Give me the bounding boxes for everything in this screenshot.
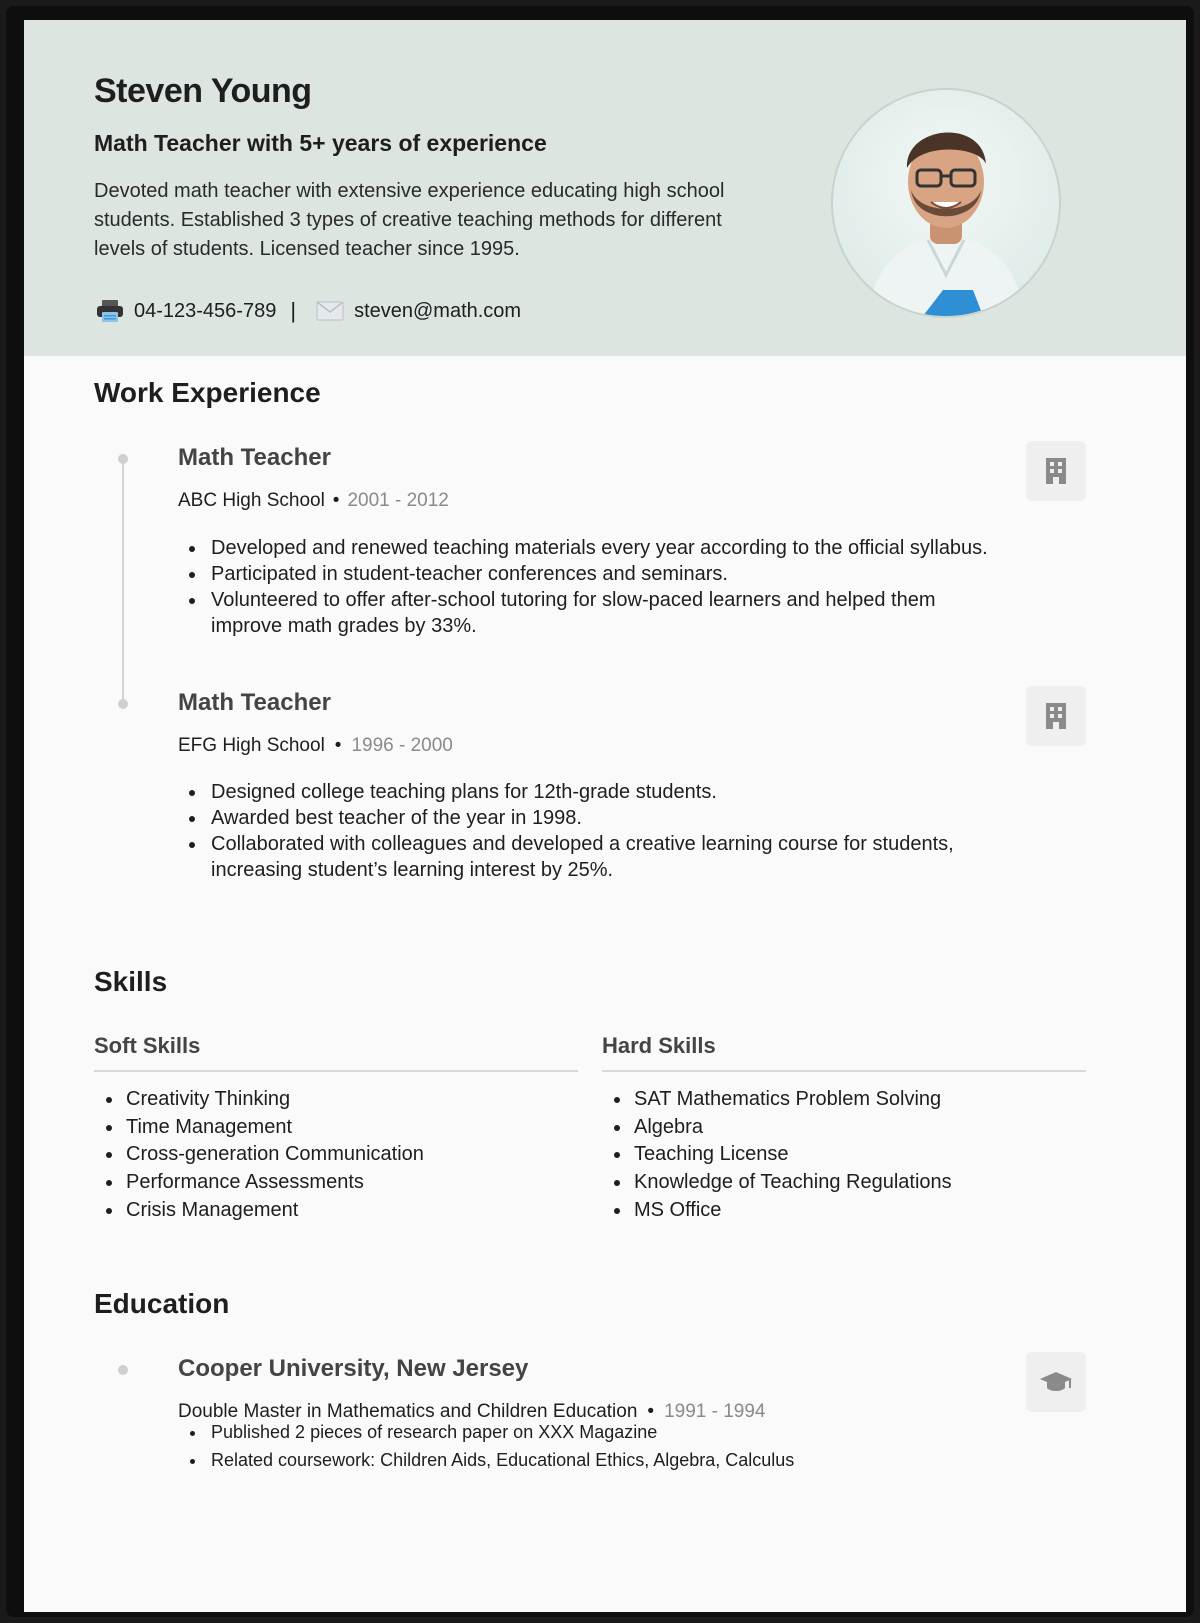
list-item: • MS Office <box>632 1197 952 1225</box>
list-item: • Crisis Management <box>124 1197 424 1225</box>
timeline-dot <box>118 454 128 464</box>
graduation-cap-icon-box <box>1026 1352 1086 1412</box>
list-item: • Participated in student-teacher conferences and seminars. <box>207 561 1037 587</box>
printer-icon <box>96 299 124 323</box>
hard-skills-divider <box>602 1070 1086 1072</box>
list-item: • Awarded best teacher of the year in 1998. <box>207 805 1037 831</box>
email-address[interactable]: steven@math.com <box>354 299 522 322</box>
list-item: • Related coursework: Children Aids, Educational Ethics, Algebra, Calculus <box>207 1446 1037 1474</box>
job-bullets <box>184 535 1037 639</box>
contact-row <box>96 296 521 326</box>
soft-skills-list <box>96 1086 424 1225</box>
hard-skills-heading: Hard Skills <box>602 1033 716 1058</box>
list-item: • Published 2 pieces of research paper on XXX Magazine <box>207 1418 1037 1446</box>
list-item: • Performance Assessments <box>124 1169 424 1197</box>
education-heading: Education <box>94 1288 230 1319</box>
building-icon-box <box>1026 686 1086 746</box>
profile-photo <box>831 88 1061 318</box>
job-dates: 2001 - 2012 <box>347 490 449 511</box>
building-icon <box>1045 457 1067 485</box>
list-item: • Knowledge of Teaching Regulations <box>632 1169 952 1197</box>
envelope-icon <box>316 301 344 321</box>
list-item: • Designed college teaching plans for 12th-grade students. <box>207 779 1037 805</box>
hard-skills-list <box>604 1086 952 1225</box>
job-bullets <box>184 779 1037 883</box>
work-experience-heading: Work Experience <box>94 377 321 408</box>
list-item: • Collaborated with colleagues and developed a creative learning course for students, increasing student’s learning interest by 25%. <box>207 831 981 883</box>
list-item: • Teaching License <box>632 1141 952 1169</box>
school-name: Cooper University, New Jersey <box>178 1355 529 1382</box>
job-meta: ABC High School • 2001 - 2012 <box>178 490 449 511</box>
resume-header <box>24 20 1186 356</box>
list-item: • Algebra <box>632 1114 952 1142</box>
education-dates: 1991 - 1994 <box>664 1401 766 1422</box>
graduation-cap-icon <box>1039 1370 1073 1394</box>
job-title: Math Teacher <box>178 689 331 716</box>
list-item: • Developed and renewed teaching materials every year according to the official syllabus. <box>207 535 1037 561</box>
timeline-dot <box>118 699 128 709</box>
list-item: • Volunteered to offer after-school tutoring for slow-paced learners and helped them improve math grades by 33%. <box>207 587 971 639</box>
degree: Double Master in Mathematics and Children Education <box>178 1401 638 1422</box>
phone-number[interactable]: 04-123-456-789 <box>134 299 277 322</box>
job-dates: 1996 - 2000 <box>351 735 453 756</box>
window-frame <box>6 6 1194 1617</box>
job-title: Math Teacher <box>178 444 331 471</box>
candidate-name: Steven Young <box>94 72 312 110</box>
list-item: • SAT Mathematics Problem Solving <box>632 1086 952 1114</box>
building-icon <box>1045 702 1067 730</box>
resume-page <box>24 20 1186 1612</box>
education-meta: Double Master in Mathematics and Children Education • 1991 - 1994 <box>178 1401 766 1422</box>
candidate-summary: Devoted math teacher with extensive experience educating high school students. Established 3 types of creative teaching methods for different levels of students. Licensed teacher since 1995. <box>94 180 725 260</box>
job-meta: EFG High School • 1996 - 2000 <box>178 735 453 756</box>
timeline-dot <box>118 1365 128 1375</box>
list-item: • Creativity Thinking <box>124 1086 424 1114</box>
soft-skills-heading: Soft Skills <box>94 1033 201 1058</box>
education-bullets <box>184 1418 1037 1474</box>
skills-heading: Skills <box>94 966 168 997</box>
list-item: • Cross-generation Communication <box>124 1141 424 1169</box>
candidate-headline: Math Teacher with 5+ years of experience <box>94 130 547 156</box>
work-timeline <box>122 460 124 704</box>
contact-separator: | <box>290 298 297 323</box>
soft-skills-divider <box>94 1070 578 1072</box>
job-company: ABC High School <box>178 490 325 511</box>
building-icon-box <box>1026 441 1086 501</box>
job-company: EFG High School <box>178 735 325 756</box>
list-item: • Time Management <box>124 1114 424 1142</box>
